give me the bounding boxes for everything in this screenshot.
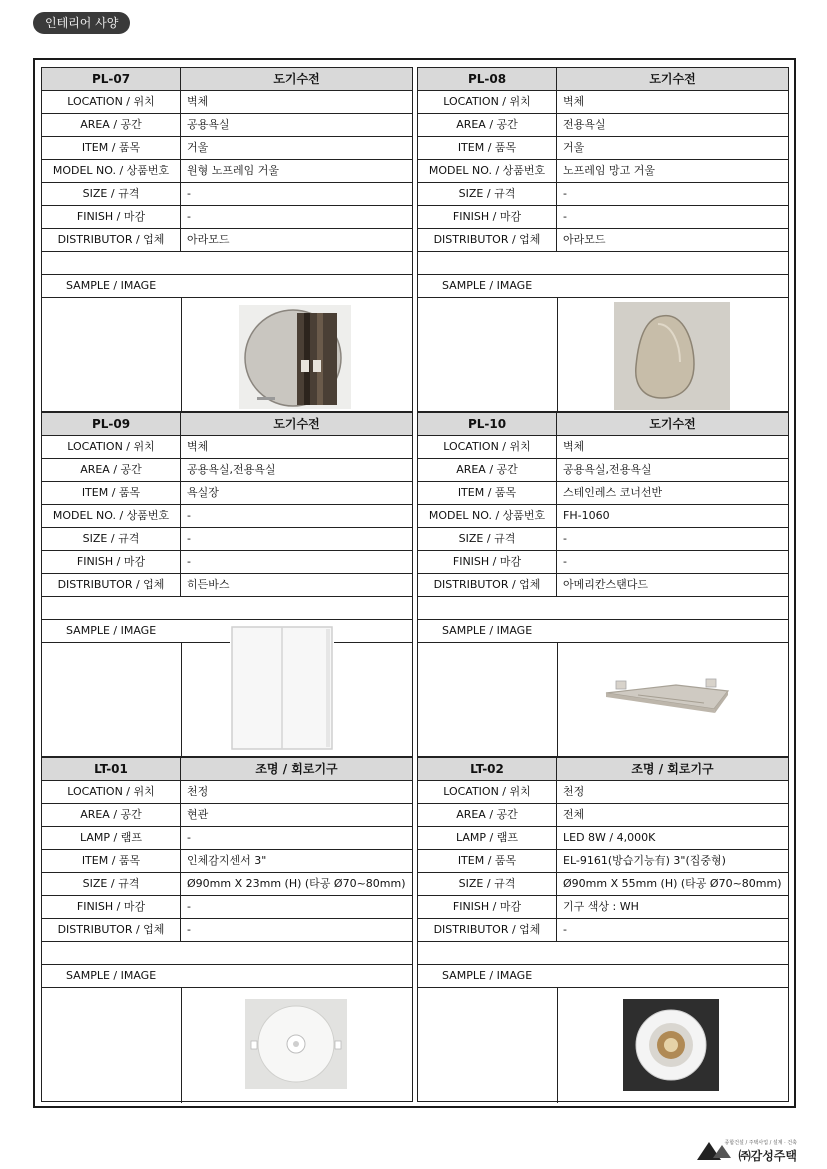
size-value: - [563,532,567,545]
bathroom-cabinet-photo [230,625,334,751]
area-label: AREA / 공간 [42,459,181,481]
item-label: ITEM / 품목 [42,850,181,872]
sample-label: SAMPLE / IMAGE [66,279,157,292]
spec-code: PL-08 [418,68,557,90]
sample-label: SAMPLE / IMAGE [66,624,157,637]
finish-value: - [563,210,567,223]
lamp-label: LAMP / 램프 [42,827,181,849]
size-label: SIZE / 규격 [418,183,557,205]
size-value: - [187,532,191,545]
distributor-label: DISTRIBUTOR / 업체 [418,574,557,596]
distributor-label: DISTRIBUTOR / 업체 [42,229,181,251]
finish-label: FINISH / 마감 [418,551,557,573]
company-logo [697,1138,797,1164]
spec-header [42,68,412,91]
item-label: ITEM / 품목 [42,137,181,159]
spec-sheet-frame [33,58,796,1108]
area-label: AREA / 공간 [418,114,557,136]
area-value: 공용욕실,전용욕실 [563,463,652,476]
distributor-value: 아라모드 [563,233,606,246]
spec-category: 도기수전 [649,417,696,431]
model-label: MODEL NO. / 상품번호 [418,160,557,182]
item-label: ITEM / 품목 [418,482,557,504]
model-label: MODEL NO. / 상품번호 [418,505,557,527]
spec-header [418,758,788,781]
logo-text: ㈜감성주택 [738,1148,797,1163]
size-value: Ø90mm X 23mm (H) (타공 Ø70~80mm) [187,877,406,890]
blank-row [42,597,412,620]
area-label: AREA / 공간 [42,804,181,826]
logo-mark-icon [713,1145,731,1158]
location-label: LOCATION / 위치 [418,781,557,803]
spec-block-pl09 [41,412,413,757]
item-value: EL-9161(방습기능有) 3"(집중형) [563,854,726,867]
finish-value: - [563,555,567,568]
model-value: 원형 노프레임 거울 [187,164,280,177]
spec-block-pl07 [41,67,413,412]
distributor-value: - [563,923,567,936]
spec-code: PL-09 [42,413,181,435]
blank-row [418,252,788,275]
sample-image-area [418,298,788,413]
location-label: LOCATION / 위치 [418,91,557,113]
sample-label: SAMPLE / IMAGE [442,624,533,637]
spec-header [418,68,788,91]
area-value: 공용욕실,전용욕실 [187,463,276,476]
location-value: 천정 [563,785,585,798]
location-label: LOCATION / 위치 [42,781,181,803]
spec-header [42,758,412,781]
finish-label: FINISH / 마감 [42,896,181,918]
distributor-label: DISTRIBUTOR / 업체 [418,919,557,941]
logo-subtitle: 종합건설 / 주택사업 / 설계 · 건축 [724,1139,797,1146]
area-value: 현관 [187,808,209,821]
lamp-value: - [187,831,191,844]
spec-category: 도기수전 [273,417,320,431]
spec-block-lt02 [417,757,789,1102]
spec-code: PL-07 [42,68,181,90]
location-label: LOCATION / 위치 [42,91,181,113]
location-value: 벽체 [187,440,209,453]
motion-sensor-photo [245,999,347,1089]
item-label: ITEM / 품목 [418,137,557,159]
distributor-value: 히든바스 [187,578,230,591]
model-value: FH-1060 [563,509,610,522]
distributor-label: DISTRIBUTOR / 업체 [418,229,557,251]
spec-category: 조명 / 회로기구 [631,762,714,776]
spec-code: LT-01 [42,758,181,780]
size-label: SIZE / 규격 [418,528,557,550]
item-label: ITEM / 품목 [42,482,181,504]
size-label: SIZE / 규격 [418,873,557,895]
finish-label: FINISH / 마감 [418,896,557,918]
size-label: SIZE / 규격 [42,183,181,205]
finish-label: FINISH / 마감 [42,206,181,228]
spec-code: PL-10 [418,413,557,435]
item-value: 거울 [563,141,585,154]
downlight-photo [623,999,719,1091]
model-label: MODEL NO. / 상품번호 [42,160,181,182]
area-value: 공용욕실 [187,118,230,131]
page-section-tag: 인테리어 사양 [33,12,130,34]
finish-value: - [187,900,191,913]
finish-label: FINISH / 마감 [418,206,557,228]
location-value: 벽체 [187,95,209,108]
sample-image-area [42,988,412,1103]
location-value: 벽체 [563,440,585,453]
item-label: ITEM / 품목 [418,850,557,872]
distributor-label: DISTRIBUTOR / 업체 [42,919,181,941]
spec-header [418,413,788,436]
finish-value: - [187,210,191,223]
location-label: LOCATION / 위치 [42,436,181,458]
sample-image-area [418,988,788,1103]
item-value: 인체감지센서 3" [187,854,267,867]
size-label: SIZE / 규격 [42,873,181,895]
sample-image-area [42,298,412,413]
size-value: - [563,187,567,200]
round-mirror-photo [239,305,351,409]
model-value: 노프레임 망고 거울 [563,164,656,177]
corner-shelf-photo [596,665,744,735]
spec-block-pl08 [417,67,789,412]
sample-label: SAMPLE / IMAGE [442,279,533,292]
size-value: Ø90mm X 55mm (H) (타공 Ø70~80mm) [563,877,782,890]
spec-block-pl10 [417,412,789,757]
spec-category: 조명 / 회로기구 [255,762,338,776]
sample-image-area [42,643,412,758]
spec-category: 도기수전 [273,72,320,86]
mango-mirror-photo [614,302,730,410]
sample-label: SAMPLE / IMAGE [442,969,533,982]
lamp-value: LED 8W / 4,000K [563,831,656,844]
area-value: 전체 [563,808,585,821]
spec-header [42,413,412,436]
distributor-value: 아라모드 [187,233,230,246]
distributor-label: DISTRIBUTOR / 업체 [42,574,181,596]
model-value: - [187,509,191,522]
sample-label: SAMPLE / IMAGE [66,969,157,982]
area-label: AREA / 공간 [418,804,557,826]
finish-value: 기구 색상 : WH [563,900,639,913]
location-value: 벽체 [563,95,585,108]
finish-label: FINISH / 마감 [42,551,181,573]
spec-code: LT-02 [418,758,557,780]
blank-row [418,597,788,620]
location-label: LOCATION / 위치 [418,436,557,458]
item-value: 욕실장 [187,486,219,499]
area-label: AREA / 공간 [418,459,557,481]
blank-row [42,252,412,275]
model-label: MODEL NO. / 상품번호 [42,505,181,527]
spec-category: 도기수전 [649,72,696,86]
location-value: 천정 [187,785,209,798]
distributor-value: - [187,923,191,936]
sample-image-area [418,643,788,758]
area-label: AREA / 공간 [42,114,181,136]
lamp-label: LAMP / 램프 [418,827,557,849]
finish-value: - [187,555,191,568]
spec-block-lt01 [41,757,413,1102]
blank-row [418,942,788,965]
size-label: SIZE / 규격 [42,528,181,550]
item-value: 스테인레스 코너선반 [563,486,663,499]
item-value: 거울 [187,141,209,154]
distributor-value: 아메리칸스탠다드 [563,578,649,591]
area-value: 전용욕실 [563,118,606,131]
size-value: - [187,187,191,200]
blank-row [42,942,412,965]
